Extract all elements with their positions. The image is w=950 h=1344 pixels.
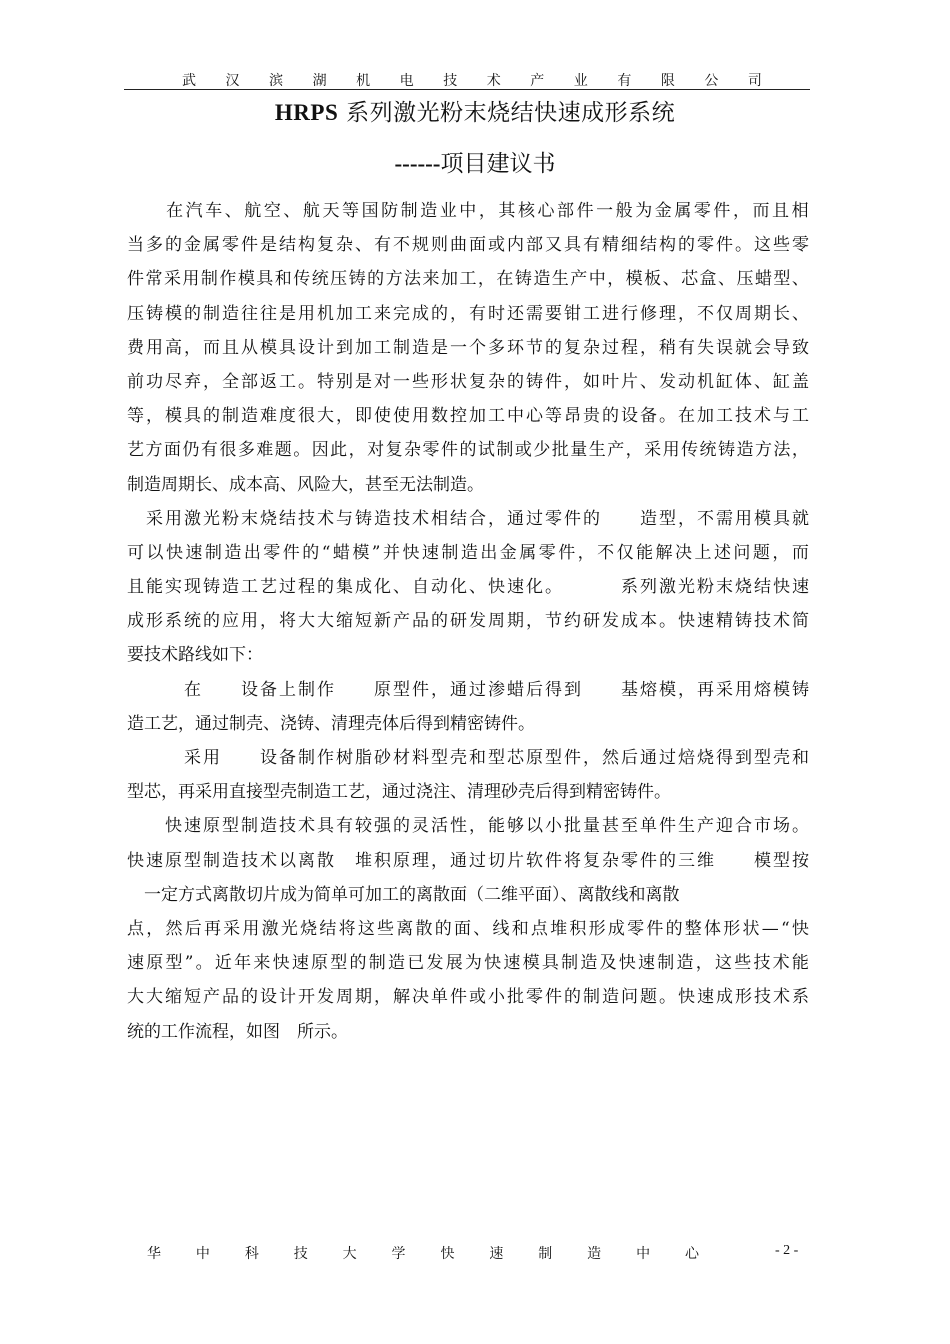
header-char: 有 bbox=[617, 73, 632, 89]
page-number: - 2 - bbox=[775, 1243, 799, 1258]
body-line: 型芯，再采用直接型壳制造工艺，通过浇注、清理砂壳后得到精密铸件。 bbox=[127, 782, 671, 803]
body-line: 造工艺，通过制壳、浇铸、清理壳体后得到精密铸件。 bbox=[127, 713, 535, 734]
footer-char: 技 bbox=[293, 1246, 308, 1262]
body-line: 要技术路线如下： bbox=[127, 645, 263, 666]
body-line: 快 速 原 型 制 造 技 术 以 离 散 堆 积 原 理 ， 通 过 切 片 软 件 将 复 杂 零 件 的 三 维 模 型 按 bbox=[127, 850, 809, 871]
subtitle-text: 项目建议书 bbox=[440, 151, 556, 177]
body-line: 艺 方 面 仍 有 很 多 难 题 。 因 此 ， 对 复 杂 零 件 的 试 制 或 少 批 量 生 产 ， 采 用 传 统 铸 造 方 法 ， bbox=[127, 440, 809, 461]
footer-char: 中 bbox=[195, 1246, 210, 1262]
footer-center-name bbox=[147, 1243, 699, 1263]
body-line: 且 能 实 现 铸 造 工 艺 过 程 的 集 成 化 、 自 动 化 、 快 速 化 。 系 列 激 光 粉 末 烧 结 快 速 bbox=[127, 577, 809, 598]
footer-char: 科 bbox=[244, 1246, 259, 1262]
body-line: 当 多 的 金 属 零 件 是 结 构 复 杂 、 有 不 规 则 曲 面 或 内 部 又 具 有 精 细 结 构 的 零 件 。 这 些 零 bbox=[127, 235, 809, 256]
footer-char: 快 bbox=[440, 1246, 455, 1262]
subtitle-dash: ------ bbox=[394, 151, 441, 176]
footer-char: 造 bbox=[587, 1246, 602, 1262]
body-line: 成 形 系 统 的 应 用 ， 将 大 大 缩 短 新 产 品 的 研 发 周 期 ， 节 约 研 发 成 本 。 快 速 精 铸 技 术 简 bbox=[127, 611, 809, 632]
title-rest: 系列激光粉末烧结快速成形系统 bbox=[338, 100, 676, 126]
body-line: 采 用 设 备 制 作 树 脂 砂 材 料 型 壳 和 型 芯 原 型 件 ， 然 后 通 过 焙 烧 得 到 型 壳 和 bbox=[184, 748, 809, 768]
body-line: 前 功 尽 弃 ， 全 部 返 工 。 特 别 是 对 一 些 形 状 复 杂 的 铸 件 ， 如 叶 片 、 发 动 机 缸 体 、 缸 盖 bbox=[127, 371, 809, 392]
header-char: 司 bbox=[747, 73, 762, 89]
body-line: 等 ， 模 具 的 制 造 难 度 很 大 ， 即 使 使 用 数 控 加 工 中 心 等 昂 贵 的 设 备 。 在 加 工 技 术 与 工 bbox=[127, 406, 809, 427]
body-line: 可 以 快 速 制 造 出 零 件 的 “ 蜡 模 ” 并 快 速 制 造 出 金 属 零 件 ， 不 仅 能 解 决 上 述 问 题 ， 而 bbox=[127, 542, 809, 563]
body-line: 制造周期长、成本高、风险大，甚至无法制造。 bbox=[127, 474, 484, 495]
body-line: 费 用 高 ， 而 且 从 模 具 设 计 到 加 工 制 造 是 一 个 多 环 节 的 复 杂 过 程 ， 稍 有 失 误 就 会 导 致 bbox=[127, 337, 809, 358]
document-title bbox=[0, 94, 950, 127]
body-line: 大 大 缩 短 产 品 的 设 计 开 发 周 期 ， 解 决 单 件 或 小 批 零 件 的 制 造 问 题 。 快 速 成 形 技 术 系 bbox=[127, 987, 809, 1008]
header-char: 术 bbox=[486, 73, 501, 89]
body-line: 在 汽 车 、 航 空 、 航 天 等 国 防 制 造 业 中 ， 其 核 心 部 件 一 般 为 金 属 零 件 ， 而 且 相 bbox=[166, 201, 809, 221]
header-char: 机 bbox=[356, 73, 371, 89]
footer-char: 大 bbox=[342, 1246, 357, 1262]
body-line: 点 ， 然 后 再 采 用 激 光 烧 结 将 这 些 离 散 的 面 、 线 和 点 堆 积 形 成 零 件 的 整 体 形 状 — “ 快 bbox=[127, 918, 809, 939]
body-line: 统的工作流程，如图 所示。 bbox=[127, 1021, 348, 1042]
header-char: 业 bbox=[573, 73, 588, 89]
body-line: 压 铸 模 的 制 造 往 往 是 用 机 加 工 来 完 成 的 ， 有 时 还 需 要 钳 工 进 行 修 理 ， 不 仅 周 期 长 、 bbox=[127, 303, 809, 324]
footer-char: 中 bbox=[636, 1246, 651, 1262]
header-company-name bbox=[182, 70, 762, 90]
header-rule bbox=[124, 89, 810, 90]
header-char: 电 bbox=[399, 73, 414, 89]
document-subtitle bbox=[0, 145, 950, 178]
header-char: 武 bbox=[182, 73, 196, 89]
header-char: 湖 bbox=[312, 73, 327, 89]
body-line: 采 用 激 光 粉 末 烧 结 技 术 与 铸 造 技 术 相 结 合 ， 通 过 零 件 的 造 型 ， 不 需 用 模 具 就 bbox=[146, 508, 809, 529]
body-line: 一定方式离散切片成为简单可加工的离散面（二维平面）、离散线和离散 bbox=[127, 884, 680, 905]
body-line: 快 速 原 型 制 造 技 术 具 有 较 强 的 灵 活 性 ， 能 够 以 小 批 量 甚 至 单 件 生 产 迎 合 市 场 。 bbox=[165, 816, 809, 837]
body-line: 速 原 型 ” 。 近 年 来 快 速 原 型 的 制 造 已 发 展 为 快 速 模 具 制 造 及 快 速 制 造 ， 这 些 技 术 能 bbox=[127, 953, 809, 974]
body-line: 件 常 采 用 制 作 模 具 和 传 统 压 铸 的 方 法 来 加 工 ， 在 铸 造 生 产 中 ， 模 板 、 芯 盒 、 压 蜡 型 、 bbox=[127, 269, 809, 290]
footer-char: 心 bbox=[684, 1246, 699, 1262]
header-char: 公 bbox=[704, 73, 719, 89]
header-char: 技 bbox=[443, 73, 458, 89]
footer-char: 学 bbox=[391, 1246, 406, 1262]
body-text bbox=[127, 194, 809, 1049]
footer-char: 速 bbox=[489, 1246, 504, 1262]
body-line: 在 设 备 上 制 作 原 型 件 ， 通 过 渗 蜡 后 得 到 基 熔 模 ， 再 采 用 熔 模 铸 bbox=[184, 679, 809, 700]
footer-char: 制 bbox=[538, 1246, 553, 1262]
header-char: 滨 bbox=[269, 73, 284, 89]
header-char: 限 bbox=[660, 73, 675, 89]
footer-char: 华 bbox=[147, 1246, 161, 1262]
header-char: 汉 bbox=[225, 73, 240, 89]
header-char: 产 bbox=[530, 73, 545, 89]
title-latin: HRPS bbox=[274, 100, 339, 125]
